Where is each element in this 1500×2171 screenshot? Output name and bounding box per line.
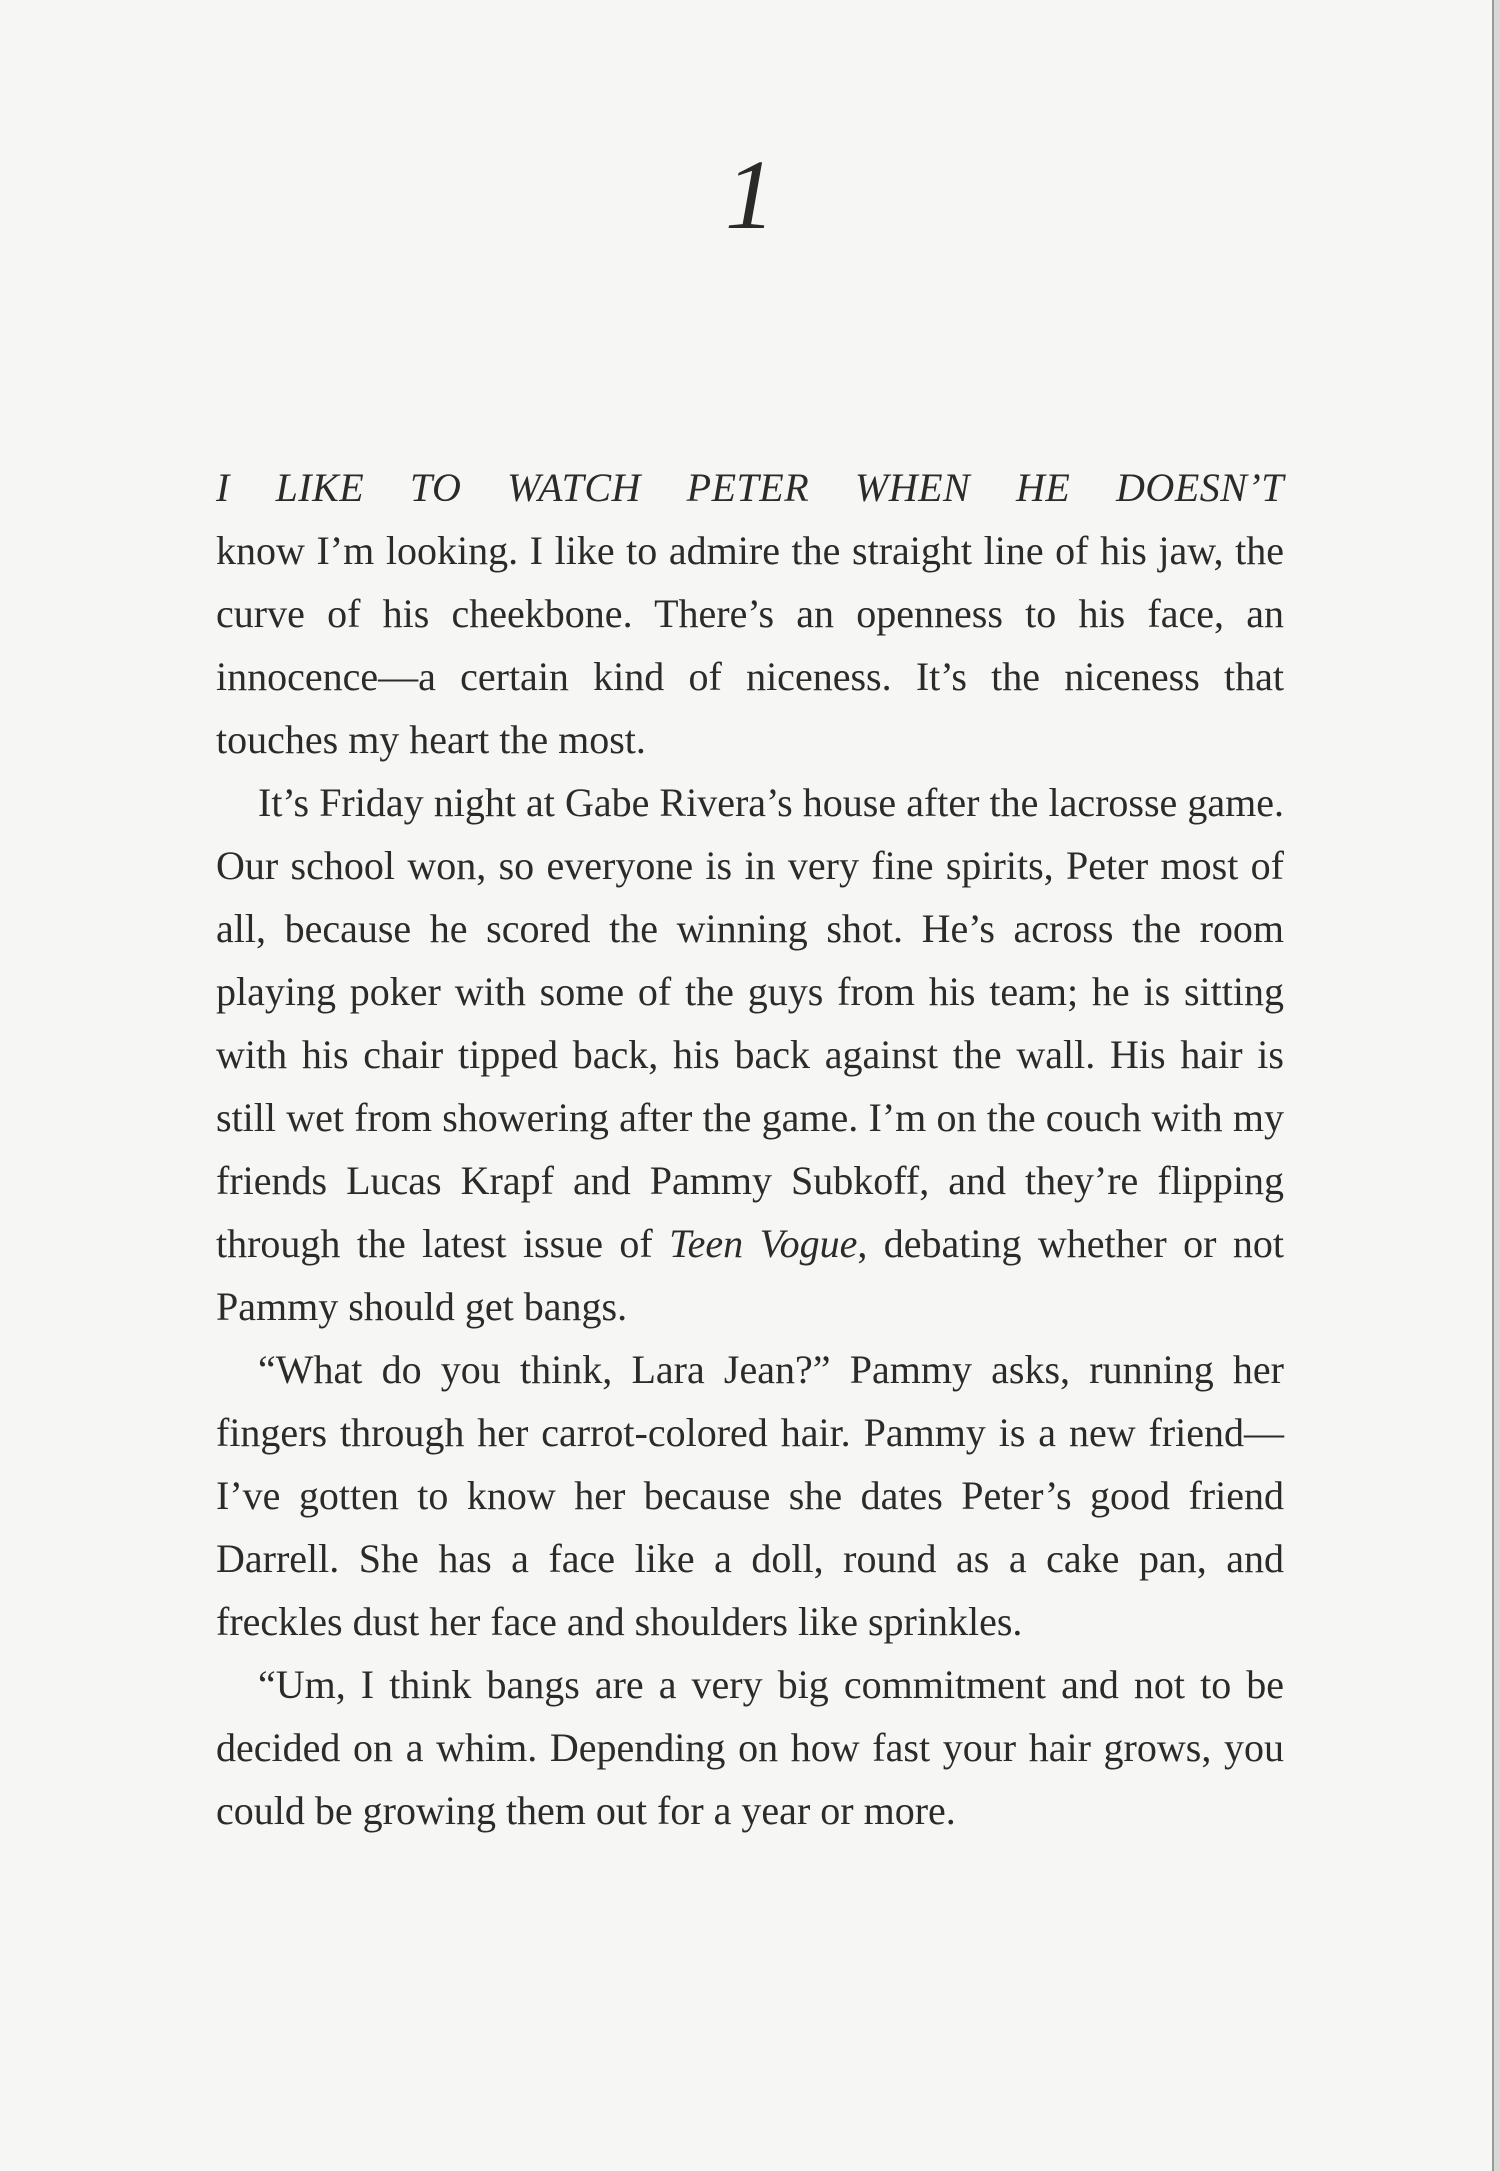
- chapter-number: 1: [725, 139, 775, 250]
- paragraph-2-text: It’s Friday night at Gabe Rivera’s house after the lacrosse game. Our school won, so everyone is in very fine spirits, Peter most of all, because he scored the winning shot. He’s across the room playing poker with some of the guys from his team; he is sitting with his chair tipped back, his back against the wall. His hair is still wet from showering after the game. I’m on the couch with my friends Lucas Krapf and Pammy Subkoff, and they’re flipping through the latest issue of: [216, 780, 1284, 1266]
- page-edge-line: [1492, 0, 1494, 2171]
- magazine-title: Teen Vogue: [669, 1221, 858, 1266]
- opening-line: I LIKE TO WATCH PETER WHEN HE DOESN’T: [216, 465, 1284, 510]
- paragraph-2-after: , debating whether or not Pammy should get bangs.: [216, 1221, 1284, 1329]
- paragraph-4-text: “Um, I think bangs are a very big commitment and not to be decided on a whim. Depending on how fast your hair grows, you could be growing them out for a year or more.: [216, 1662, 1284, 1833]
- paragraph-1-text: know I’m looking. I like to admire the straight line of his jaw, the curve of his cheekbone. There’s an openness to his face, an innocence—a certain kind of niceness. It’s the niceness that touches my heart the most.: [216, 528, 1284, 762]
- page-edge: [1494, 0, 1500, 2171]
- paragraph-4: [216, 1653, 1284, 1842]
- paragraph-1: [216, 456, 1284, 771]
- paragraph-3-text: “What do you think, Lara Jean?” Pammy asks, running her fingers through her carrot-colored hair. Pammy is a new friend—I’ve gotten to know her because she dates Peter’s good friend Darrell. She has a face like a doll, round as a cake pan, and freckles dust her face and shoulders like sprinkles.: [216, 1347, 1284, 1644]
- paragraph-2: [216, 771, 1284, 1338]
- chapter-body: [216, 456, 1284, 1842]
- paragraph-3: [216, 1338, 1284, 1653]
